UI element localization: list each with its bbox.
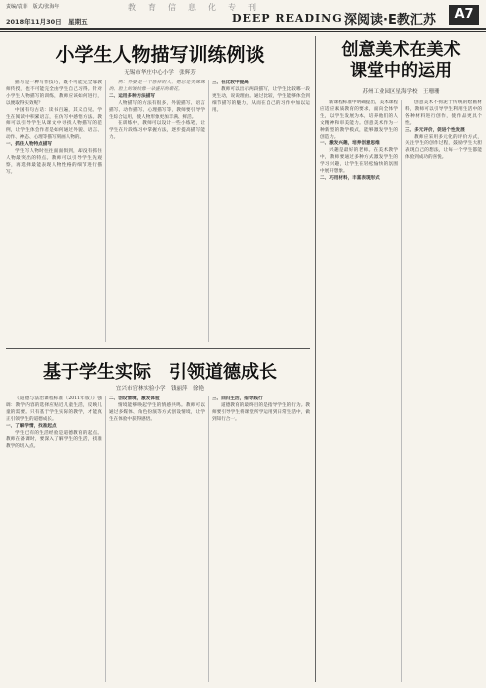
article3-subheading: 一、了解学情，找准起点	[6, 423, 57, 429]
article2-paragraph: 兴趣是最好的老师。在美术教学中，教师要通过多种方式激发学生的学习兴趣，让学生在轻松愉快的氛围中展开想象。	[320, 148, 398, 175]
article3-paragraph: 《道德与法治课程标准（2011年版）》强调：教学内容的选择应贴近儿童生活，反映儿童的需要。只有基于学生实际的教学，才能真正引领学生的道德成长。	[6, 396, 102, 422]
article3-col1	[6, 396, 102, 682]
column-divider	[105, 80, 106, 342]
article3-paragraph: 道德教育的最终目的是指导学生的行为。教师要引导学生将课堂所学运用到日常生活中，做到知行合一。	[212, 402, 310, 422]
article3-byline: 宜兴市官林实验小学 钱丽萍 徐艳	[115, 386, 204, 392]
article3-subheading: 二、创设情境，激发体验	[109, 396, 160, 401]
article2-paragraph: 新课程标准中明确提出，美术课程应适应素质教育的要求，面向全体学生，以学生发展为本，培养他们的人文精神和审美能力。创意美术作为一种新型的教学模式，能够激发学生的创造力。	[320, 100, 398, 140]
article1-byline: 无锡市华庄中心小学 张辉芳	[124, 70, 196, 76]
header-rule-thin	[0, 31, 486, 32]
article2-byline: 苏州工业园区星海学校 王珊珊	[362, 89, 440, 95]
article1-paragraph: 在训练中，教师可以设计一些小练笔，让学生在片段练习中掌握方法，逐步提高描写能力。	[109, 121, 205, 141]
article2-col2	[405, 100, 482, 682]
article1-example: 例：外婆是一个慈祥的人，她总是笑眯眯的，脸上的皱纹像一朵盛开的菊花。	[109, 80, 205, 92]
article1-col2	[109, 80, 205, 342]
article3-subheading: 三、回归生活，指导践行	[212, 396, 263, 401]
article3-paragraph: 情境能够唤起学生的情感共鸣。教师可以通过多媒体、角色扮演等方式创设情境，让学生在体验中获得感悟。	[109, 402, 205, 422]
article2-title-line1: 创意美术在美术	[341, 40, 461, 60]
article3-col2	[109, 396, 205, 682]
article2-title	[320, 40, 482, 82]
article3-col3	[212, 396, 310, 682]
article1-subheading: 二、运用多种方法描写	[109, 93, 155, 99]
article2-title-line2: 课堂中的运用	[350, 61, 452, 81]
article1-subheading: 三、在比较中提高	[212, 80, 249, 85]
page-number: A7	[449, 5, 479, 25]
article1-title: 小学生人物描写训练例谈	[55, 44, 265, 66]
article1-paragraph: 中国有句古话：读书百遍，其义自见。学生在阅读中积累语言，在仿写中感悟方法。教师可以引导学生从课文中寻找人物描写的范例，让学生体会作者是如何通过外貌、语言、动作、神态、心理等描写刻画人物的。	[6, 107, 102, 141]
article2-subheading: 一、激发兴趣，培养创意思维	[320, 141, 380, 147]
section-divider	[315, 36, 316, 682]
article1-paragraph: 描写是一种写作技巧，既不可能完全靠教师传授，也不可能完全由学生自己习得。针对小学生人物描写的训练，教师应该如何进行，以便取得实效呢？	[6, 80, 102, 106]
column-divider	[401, 100, 402, 682]
article1-paragraph: 人物描写的方法有很多，外貌描写、语言描写、动作描写、心理描写等，教师要引导学生综合运用，使人物形象更加丰满、鲜活。	[109, 100, 205, 120]
column-divider	[208, 396, 209, 682]
article1-subheading: 一、抓住人物特点描写	[6, 142, 52, 148]
paper-name: 深阅读·E教汇苏	[344, 13, 436, 28]
section-brand: DEEP READING	[232, 12, 343, 25]
page-header	[0, 0, 486, 28]
article3-paragraph: 学生已有的生活经验是道德教育的起点。教师在备课时，要深入了解学生的生活，找准教学的切入点。	[6, 430, 102, 450]
article3-title: 基于学生实际 引领道德成长	[43, 362, 277, 383]
column-divider	[105, 396, 106, 682]
article1-col1	[6, 80, 102, 342]
article1-paragraph: 教师可以出示两段描写，让学生比较哪一段更生动，说说理由。通过比较，学生能够体会到细节描写的魅力，从而在自己的习作中加以运用。	[212, 86, 310, 113]
section-motto: 教育信息化专刊	[128, 3, 268, 12]
article2-subheading: 三、多元评价，促进个性发展	[405, 127, 465, 133]
article2-col1	[320, 100, 398, 682]
article1-paragraph: 学生写人物时往往面面俱到，却没有抓住人物最突出的特点。教师可以引导学生先观察，再选择最能表现人物性格的细节进行描写。	[6, 149, 102, 175]
editor-credit: 责编/袁菲 版式/张海年	[6, 4, 60, 10]
header-rule	[0, 28, 486, 30]
article2-subheading: 二、巧用材料，丰富表现形式	[320, 175, 380, 181]
issue-date: 2018年11月30日 星期五	[6, 18, 88, 26]
article2-paragraph: 教师应采用多元化的评价方式，关注学生的创作过程，鼓励学生大胆表现自己的想法，让每一个学生都能体验到成功的喜悦。	[405, 134, 482, 161]
article-separator	[6, 348, 310, 349]
article1-col3	[212, 80, 310, 342]
column-divider	[208, 80, 209, 342]
article2-paragraph: 创意美术不拘泥于传统的绘画材料，教师可以引导学生利用生活中的各种材料进行创作，使作品更具个性。	[405, 100, 482, 126]
